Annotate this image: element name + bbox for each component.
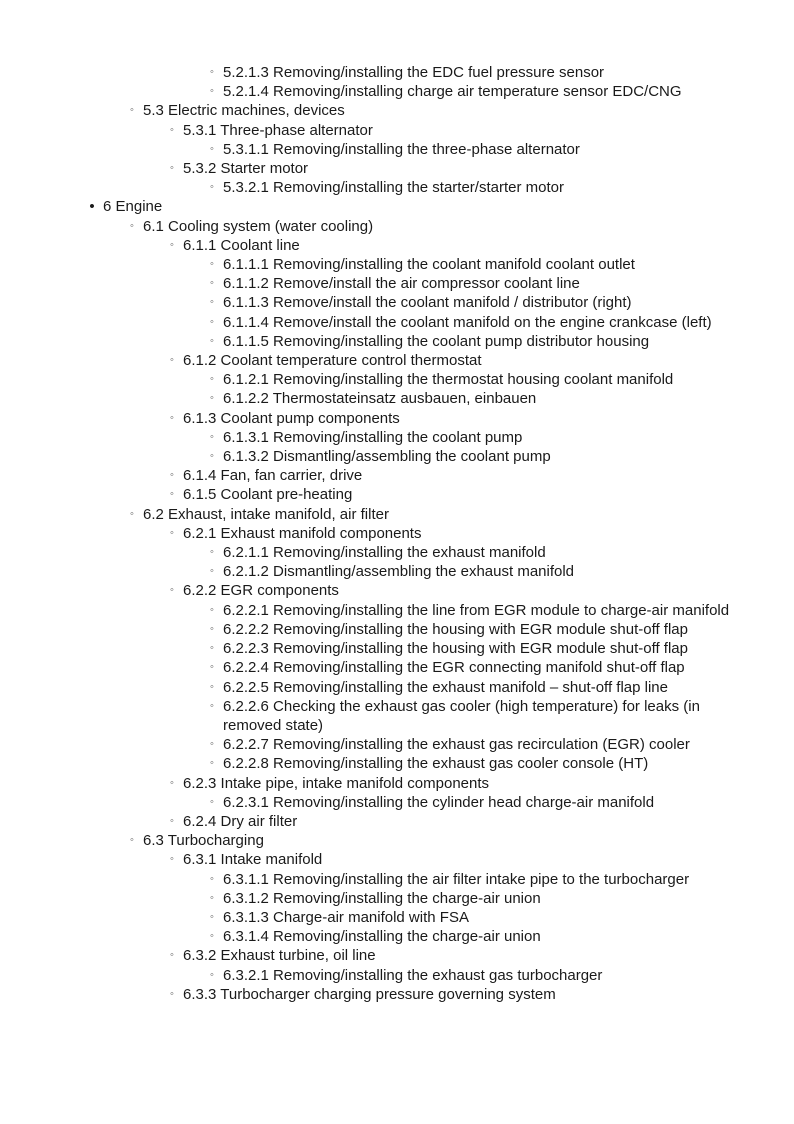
bullet-circle-icon: ◦: [170, 162, 174, 175]
bullet-circle-icon: ◦: [210, 757, 214, 770]
toc-item-label: 6.2.4 Dry air filter: [183, 812, 298, 830]
toc-item[interactable]: [0, 121, 794, 140]
bullet-circle-icon: ◦: [170, 814, 174, 827]
toc-item-label: 6.2 Exhaust, intake manifold, air filter: [143, 505, 389, 523]
toc-item-label: 6.3.2.1 Removing/installing the exhaust gas turbocharger: [223, 966, 603, 984]
bullet-circle-icon: ◦: [210, 891, 214, 904]
bullet-circle-icon: ◦: [210, 334, 214, 347]
toc-item-label: 6.3.1.1 Removing/installing the air filter intake pipe to the turbocharger: [223, 870, 690, 888]
toc-item[interactable]: [0, 793, 794, 812]
bullet-disc-icon: •: [89, 198, 95, 216]
toc-item-label: 6.1.2 Coolant temperature control thermostat: [183, 352, 482, 370]
toc-item[interactable]: [0, 255, 794, 274]
toc-item-label: 6.1 Cooling system (water cooling): [143, 217, 374, 235]
toc-item[interactable]: [0, 447, 794, 466]
toc-item-label: 5.3.2 Starter motor: [183, 160, 309, 178]
toc-item-label: 6.1.2.2 Thermostateinsatz ausbauen, einbauen: [223, 390, 537, 408]
toc-item[interactable]: [0, 197, 794, 216]
toc-item[interactable]: [0, 562, 794, 581]
bullet-circle-icon: ◦: [210, 968, 214, 981]
bullet-circle-icon: ◦: [170, 469, 174, 482]
bullet-circle-icon: ◦: [130, 219, 134, 232]
bullet-circle-icon: ◦: [210, 296, 214, 309]
toc-item[interactable]: [0, 927, 794, 946]
bullet-circle-icon: ◦: [210, 795, 214, 808]
toc-item[interactable]: [0, 850, 794, 869]
toc-item-label: 6.2.3.1 Removing/installing the cylinder head charge-air manifold: [223, 793, 655, 811]
toc-item[interactable]: [0, 946, 794, 965]
toc-item[interactable]: [0, 466, 794, 485]
bullet-circle-icon: ◦: [170, 354, 174, 367]
toc-item-label: 6.2.2.8 Removing/installing the exhaust gas cooler console (HT): [223, 755, 649, 773]
toc-item-label: 6.3.1.4 Removing/installing the charge-air union: [223, 928, 541, 946]
toc-item[interactable]: [0, 82, 794, 101]
toc-item-label: 6.1.1.1 Removing/installing the coolant manifold coolant outlet: [223, 256, 635, 274]
bullet-circle-icon: ◦: [210, 642, 214, 655]
toc-item-label: 6.2.3 Intake pipe, intake manifold components: [183, 774, 490, 792]
bullet-circle-icon: ◦: [210, 258, 214, 271]
toc-item-label: 6.1.3.2 Dismantling/assembling the coolant pump: [223, 448, 551, 466]
bullet-circle-icon: ◦: [210, 872, 214, 885]
bullet-circle-icon: ◦: [170, 123, 174, 136]
toc-item[interactable]: [0, 293, 794, 312]
toc-item[interactable]: [0, 581, 794, 600]
toc-item-label: 6.2.2.2 Removing/installing the housing with EGR module shut-off flap: [223, 620, 688, 638]
toc-item[interactable]: [0, 524, 794, 543]
toc-item-label: 6.2.2.5 Removing/installing the exhaust manifold – shut-off flap line: [223, 678, 668, 696]
bullet-circle-icon: ◦: [210, 910, 214, 923]
toc-item-label: 6.3.2 Exhaust turbine, oil line: [183, 947, 376, 965]
toc-item[interactable]: [0, 63, 794, 82]
toc-item-label: 6.2.2.7 Removing/installing the exhaust gas recirculation (EGR) cooler: [223, 736, 690, 754]
bullet-circle-icon: ◦: [130, 507, 134, 520]
toc-item[interactable]: [0, 409, 794, 428]
bullet-circle-icon: ◦: [210, 565, 214, 578]
table-of-contents: [0, 63, 794, 1004]
toc-item-label: 6.1.1.5 Removing/installing the coolant pump distributor housing: [223, 332, 650, 350]
toc-item[interactable]: [0, 812, 794, 831]
bullet-circle-icon: ◦: [210, 699, 214, 712]
toc-item-label: 6.3.1.2 Removing/installing the charge-air union: [223, 889, 541, 907]
bullet-circle-icon: ◦: [210, 430, 214, 443]
bullet-circle-icon: ◦: [170, 526, 174, 539]
bullet-circle-icon: ◦: [210, 930, 214, 943]
toc-item-label: 5.3.2.1 Removing/installing the starter/starter motor: [223, 179, 564, 197]
toc-item[interactable]: [0, 351, 794, 370]
toc-item-label: 6 Engine: [103, 198, 163, 216]
toc-item[interactable]: [0, 159, 794, 178]
bullet-circle-icon: ◦: [170, 987, 174, 1000]
bullet-circle-icon: ◦: [130, 104, 134, 117]
toc-item-label: 6.1.3.1 Removing/installing the coolant pump: [223, 428, 523, 446]
bullet-circle-icon: ◦: [170, 238, 174, 251]
bullet-circle-icon: ◦: [210, 738, 214, 751]
toc-item[interactable]: [0, 178, 794, 197]
toc-item[interactable]: [0, 428, 794, 447]
toc-item[interactable]: [0, 217, 794, 236]
bullet-circle-icon: ◦: [210, 66, 214, 78]
bullet-circle-icon: ◦: [210, 85, 214, 98]
toc-item[interactable]: [0, 620, 794, 639]
bullet-circle-icon: ◦: [210, 661, 214, 674]
bullet-circle-icon: ◦: [210, 392, 214, 405]
bullet-circle-icon: ◦: [210, 181, 214, 194]
toc-item[interactable]: [0, 505, 794, 524]
bullet-circle-icon: ◦: [210, 603, 214, 616]
toc-item[interactable]: [0, 101, 794, 120]
bullet-circle-icon: ◦: [210, 277, 214, 290]
toc-item-label: 6.2.2.4 Removing/installing the EGR connecting manifold shut-off flap: [223, 659, 685, 677]
toc-item-label: 6.3 Turbocharging: [143, 832, 264, 850]
toc-item-label: 6.2.2.3 Removing/installing the housing with EGR module shut-off flap: [223, 640, 688, 658]
toc-item-label: 6.3.1 Intake manifold: [183, 851, 323, 869]
toc-item[interactable]: [0, 985, 794, 1004]
toc-item[interactable]: [0, 370, 794, 389]
toc-item[interactable]: [0, 332, 794, 351]
toc-item-label: 6.2.1 Exhaust manifold components: [183, 524, 422, 542]
toc-item[interactable]: [0, 678, 794, 697]
bullet-circle-icon: ◦: [170, 776, 174, 789]
toc-item-label: 6.2.1.1 Removing/installing the exhaust manifold: [223, 544, 546, 562]
toc-item[interactable]: [0, 774, 794, 793]
toc-item-label: 6.2.2.1 Removing/installing the line from EGR module to charge-air manifold: [223, 601, 730, 619]
toc-item[interactable]: [0, 140, 794, 159]
toc-item[interactable]: [0, 658, 794, 677]
bullet-circle-icon: ◦: [170, 584, 174, 597]
toc-item-label: 6.2.1.2 Dismantling/assembling the exhaust manifold: [223, 563, 575, 581]
toc-item-label: 6.1.1.4 Remove/install the coolant manifold on the engine crankcase (left): [223, 313, 712, 331]
toc-item[interactable]: [0, 236, 794, 255]
bullet-circle-icon: ◦: [170, 853, 174, 866]
toc-item-label: 6.3.3 Turbocharger charging pressure governing system: [183, 985, 556, 1003]
toc-item-label: 5.3 Electric machines, devices: [143, 102, 345, 120]
toc-item[interactable]: [0, 735, 794, 754]
toc-item[interactable]: [0, 889, 794, 908]
toc-item[interactable]: [0, 639, 794, 658]
toc-item-label: 6.1.1.3 Remove/install the coolant manifold / distributor (right): [223, 294, 632, 312]
bullet-circle-icon: ◦: [210, 315, 214, 328]
toc-item-label: 6.3.1.3 Charge-air manifold with FSA: [223, 908, 469, 926]
toc-item-label: 5.2.1.4 Removing/installing charge air temperature sensor EDC/CNG: [223, 83, 682, 101]
bullet-circle-icon: ◦: [170, 949, 174, 962]
bullet-circle-icon: ◦: [170, 488, 174, 501]
toc-item[interactable]: [0, 543, 794, 562]
toc-item-label: 6.1.4 Fan, fan carrier, drive: [183, 467, 363, 485]
toc-item-label: 6.1.1 Coolant line: [183, 236, 300, 254]
toc-item-label: 6.2.2.6 Checking the exhaust gas cooler (high temperature) for leaks (in removed state): [223, 697, 700, 734]
bullet-circle-icon: ◦: [170, 411, 174, 424]
toc-item[interactable]: [0, 908, 794, 927]
toc-item[interactable]: [0, 274, 794, 293]
toc-item[interactable]: [0, 389, 794, 408]
toc-item[interactable]: [0, 831, 794, 850]
bullet-circle-icon: ◦: [210, 622, 214, 635]
toc-item[interactable]: [0, 485, 794, 504]
bullet-circle-icon: ◦: [210, 680, 214, 693]
toc-item[interactable]: [0, 697, 794, 735]
toc-item-label: 5.3.1 Three-phase alternator: [183, 121, 373, 139]
toc-item-label: 6.1.3 Coolant pump components: [183, 409, 400, 427]
bullet-circle-icon: ◦: [210, 546, 214, 559]
toc-item-label: 6.1.5 Coolant pre-heating: [183, 486, 353, 504]
toc-item-label: 6.1.2.1 Removing/installing the thermostat housing coolant manifold: [223, 371, 674, 389]
toc-item[interactable]: [0, 754, 794, 773]
bullet-circle-icon: ◦: [130, 834, 134, 847]
toc-item[interactable]: [0, 870, 794, 889]
toc-item-label: 5.2.1.3 Removing/installing the EDC fuel pressure sensor: [223, 64, 605, 81]
bullet-circle-icon: ◦: [210, 373, 214, 386]
bullet-circle-icon: ◦: [210, 142, 214, 155]
toc-item[interactable]: [0, 601, 794, 620]
toc-item-label: 6.1.1.2 Remove/install the air compressor coolant line: [223, 275, 580, 293]
toc-item[interactable]: [0, 966, 794, 985]
toc-item-label: 5.3.1.1 Removing/installing the three-phase alternator: [223, 140, 580, 158]
bullet-circle-icon: ◦: [210, 450, 214, 463]
toc-item[interactable]: [0, 313, 794, 332]
toc-item-label: 6.2.2 EGR components: [183, 582, 339, 600]
